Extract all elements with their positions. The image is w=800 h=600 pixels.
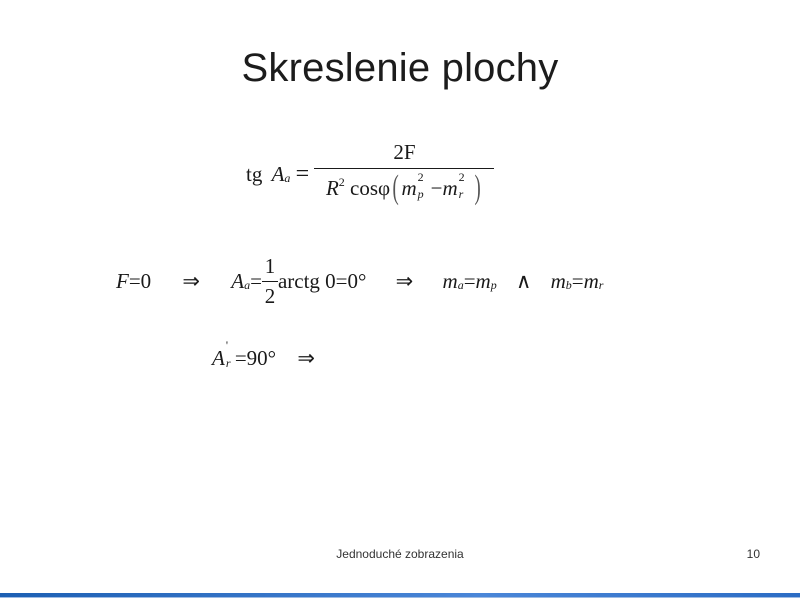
equals-sign-3: = — [463, 269, 476, 293]
var-m-p-2: m — [475, 269, 491, 293]
footer-title: Jednoduché zobrazenia — [336, 547, 464, 561]
fraction-numerator: 2F — [393, 140, 416, 164]
fraction — [314, 140, 494, 209]
formula-ninety — [212, 338, 315, 371]
eq-zero: =0 — [128, 269, 152, 293]
var-m-r-2: m — [583, 269, 599, 293]
implies-arrow-2: ⇒ — [395, 269, 414, 293]
sub-a-2: a — [244, 278, 251, 292]
sup-2-R: 2 — [338, 174, 345, 189]
arctg-expression: arctg 0=0° — [277, 269, 367, 293]
half-denominator: 2 — [264, 284, 276, 308]
var-A: A — [271, 162, 285, 186]
var-A-r: A — [212, 346, 225, 370]
right-paren: ) — [474, 169, 481, 206]
script-p-squared: 2 p — [417, 170, 424, 201]
var-m-b: m — [550, 269, 566, 293]
sub-b-m: b — [565, 278, 572, 292]
var-m-a: m — [442, 269, 458, 293]
bottom-accent-line — [0, 597, 800, 598]
equals-sign: = — [295, 161, 310, 187]
equals-sign-4: = — [571, 269, 584, 293]
implies-arrow-1: ⇒ — [182, 269, 201, 293]
formula-zero-case — [116, 254, 603, 309]
half-numerator: 1 — [264, 254, 276, 278]
sub-r-m: r — [598, 278, 604, 292]
var-R: R — [325, 175, 339, 200]
eq-ninety: =90° — [234, 346, 277, 370]
cos-label: cos — [350, 175, 379, 200]
minus-sign: − — [430, 175, 443, 200]
script-r-squared: 2 r — [458, 170, 465, 201]
tg-label: tg — [246, 162, 263, 186]
formula-tangent — [246, 140, 494, 209]
var-m-r: m — [442, 175, 458, 200]
slide-title: Skreslenie plochy — [241, 46, 559, 90]
implies-arrow-3: ⇒ — [297, 346, 315, 370]
sub-a-m: a — [457, 278, 464, 292]
logical-and: ∧ — [515, 269, 532, 293]
script-r-prime: ' r — [225, 338, 231, 371]
half-fraction — [262, 254, 278, 309]
page-number: 10 — [746, 547, 760, 561]
var-F: F — [116, 269, 129, 293]
phi-symbol: φ — [378, 175, 391, 200]
var-A-a: A — [231, 269, 245, 293]
left-paren: ( — [392, 169, 399, 206]
var-m-p: m — [401, 175, 417, 200]
sub-a: a — [284, 171, 291, 185]
fraction-denominator — [314, 169, 494, 209]
equals-sign-2: = — [250, 269, 262, 293]
sub-p-m: p — [490, 278, 497, 292]
